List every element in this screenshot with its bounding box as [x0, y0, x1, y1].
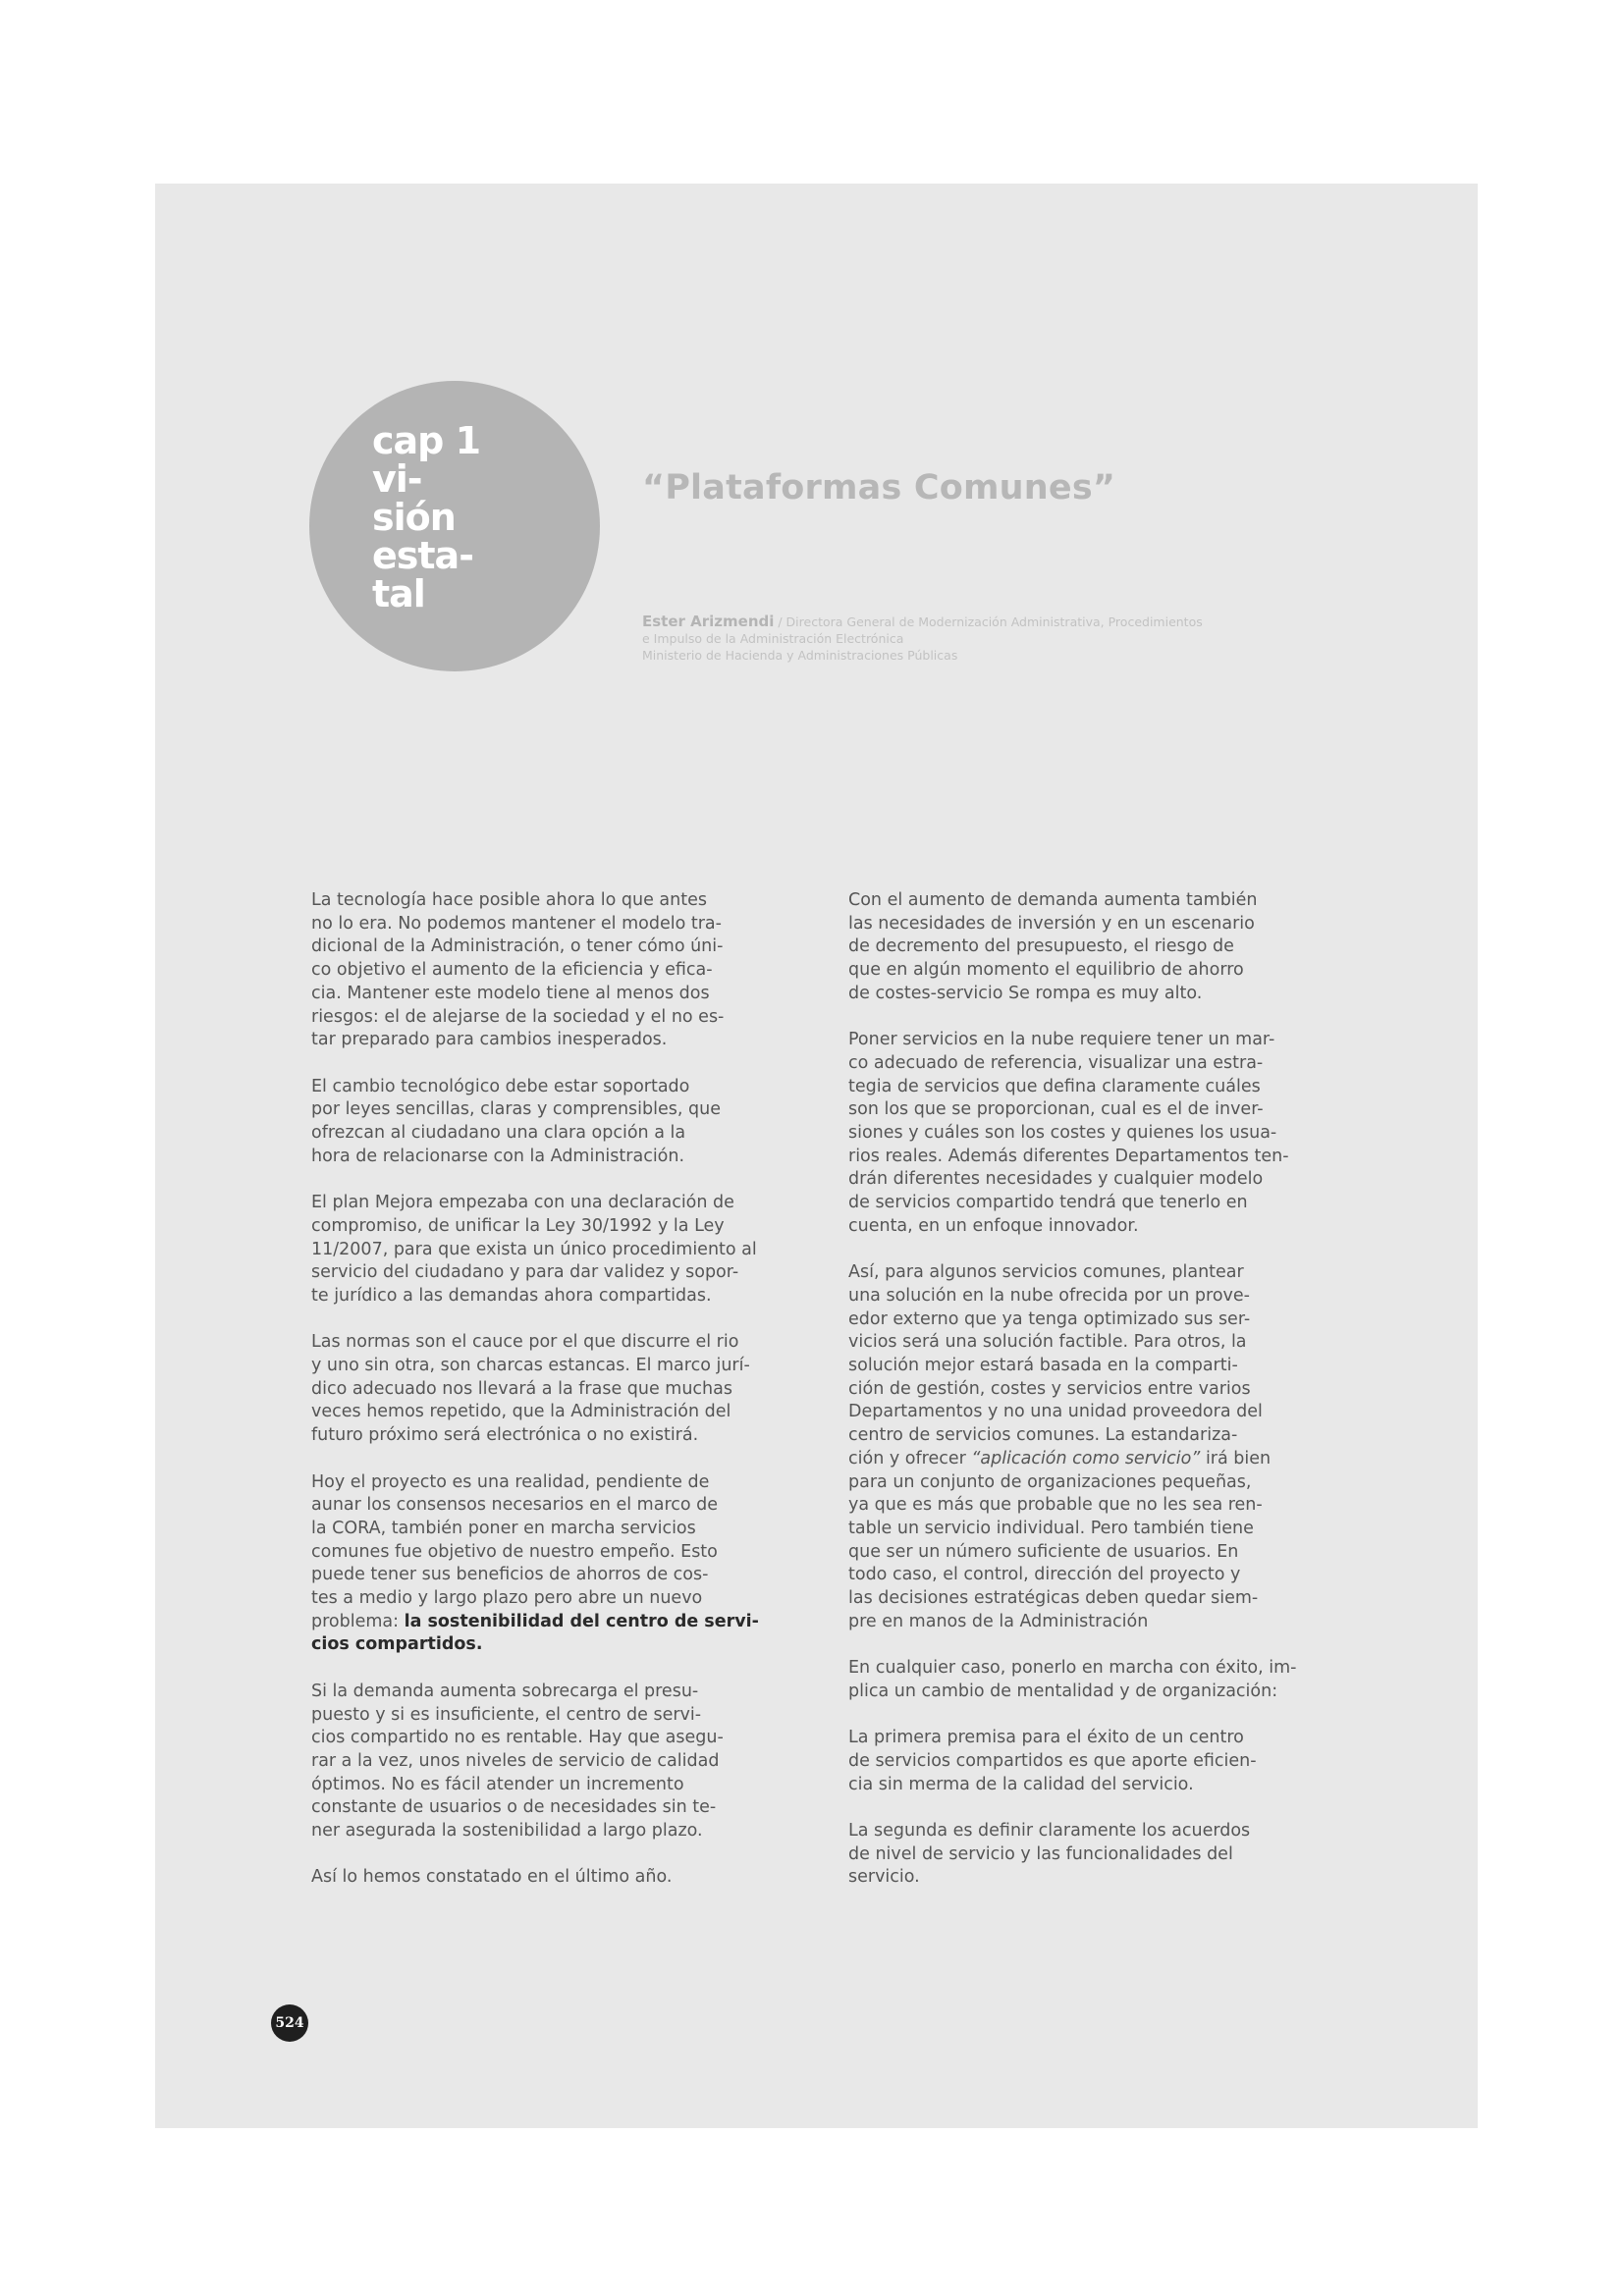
paragraph [311, 1471, 792, 1658]
paragraph: La primera premisa para el éxito de un centro de servicios compartidos es que aporte eficien- cia sin merma de la calidad del servicio. [848, 1728, 1257, 1794]
right-column [848, 889, 1329, 1913]
paragraph-text: Así, para algunos servicios comunes, plantear una solución en la nube ofrecida por un prove- edor externo que ya tenga optimizado sus ser- vicios será una solución factible. Para otros, la solución mejor estará basada en la comparti- ción de gestión, costes y servicios entre varios Departamentos y no una unidad proveedora del centro de servicios comunes. La estandariza- ción y ofrecer [848, 1262, 1263, 1468]
paragraph: Si la demanda aumenta sobrecarga el presu- puesto y si es insuficiente, el centro de servi- cios compartido no es rentable. Hay que asegu- rar a la vez, unos niveles de servicio de calidad óptimos. No es fácil atender un incremento constante de usuarios o de necesidades sin te- ner asegurada la sostenibilidad a largo plazo. [311, 1681, 724, 1842]
author-role: / Directora General de Modernización Administrativa, Procedimientos [774, 614, 1203, 629]
emphasis-text: la sostenibilidad del centro de servi- cios compartidos. [311, 1611, 759, 1655]
article-title: “Plataformas Comunes” [642, 468, 1116, 507]
chapter-label-line: vi- [372, 457, 422, 501]
page-sheet [155, 184, 1478, 2128]
chapter-label-line: sión [372, 496, 456, 539]
paragraph: Poner servicios en la nube requiere tener un mar- co adecuado de referencia, visualizar una estra- tegia de servicios que defina claramente cuáles son los que se proporcionan, cual es el de inver- siones y cuáles son los costes y quienes los usua- rios reales. Además diferentes Departamentos ten- drán diferentes necesidades y cualquier modelo de servicios compartido tendrá que tenerlo en cuenta, en un enfoque innovador. [848, 1030, 1289, 1236]
paragraph: En cualquier caso, ponerlo en marcha con éxito, im- plica un cambio de mentalidad y de organización: [848, 1658, 1297, 1701]
paragraph [848, 1261, 1329, 1633]
paragraph: La segunda es definir claramente los acuerdos de nivel de servicio y las funcionalidades del servicio. [848, 1821, 1251, 1888]
chapter-label-line: tal [372, 572, 425, 615]
paragraph: Así lo hemos constatado en el último año. [311, 1867, 673, 1888]
paragraph: Con el aumento de demanda aumenta también las necesidades de inversión y en un escenario de decremento del presupuesto, el riesgo de que en algún momento el equilibrio de ahorro de costes-servicio Se rompa es muy alto. [848, 890, 1258, 1003]
left-column [311, 889, 792, 1913]
page-number-badge: 524 [271, 2004, 308, 2042]
byline [642, 614, 1329, 664]
paragraph: Las normas son el cauce por el que discurre el rio y uno sin otra, son charcas estancas. El marco jurí- dico adecuado nos llevará a la frase que muchas veces hemos repetido, que la Administración del futuro próximo será electrónica o no existirá. [311, 1332, 750, 1446]
chapter-badge [309, 381, 600, 671]
paragraph: La tecnología hace posible ahora lo que antes no lo era. No podemos mantener el modelo tra- dicional de la Administración, o tener cómo úni- co objetivo el aumento de la eficiencia y efica- cia. Mantener este modelo tiene al menos dos riesgos: el de alejarse de la sociedad y el no es- tar preparado para cambios inesperados. [311, 890, 725, 1050]
chapter-label-line: esta- [372, 534, 473, 577]
author-name: Ester Arizmendi [642, 613, 775, 630]
chapter-label [372, 419, 481, 615]
author-role: e Impulso de la Administración Electrónica [642, 631, 904, 646]
paragraph-text: irá bien para un conjunto de organizaciones pequeñas, ya que es más que probable que no les sea ren- table un servicio individual. Pero también tiene que ser un número suficiente de usuarios. En todo caso, el control, dirección del proyecto y las decisiones estratégicas deben quedar siem- pre en manos de la Administración [848, 1448, 1272, 1631]
paragraph: El cambio tecnológico debe estar soportado por leyes sencillas, claras y comprensibles, que ofrezcan al ciudadano una clara opción a la hora de relacionarse con la Administración. [311, 1076, 721, 1166]
paragraph-text: Hoy el proyecto es una realidad, pendiente de aunar los consensos necesarios en el marco de la CORA, también poner en marcha servicios comunes fue objetivo de nuestro empeño. Esto puede tener sus beneficios de ahorros de cos- tes a medio y largo plazo pero abre un nuevo problema: [311, 1471, 719, 1631]
chapter-label-line: cap 1 [372, 419, 481, 462]
italic-text: “aplicación como servicio” [971, 1448, 1201, 1468]
paragraph: El plan Mejora empezaba con una declaración de compromiso, de unificar la Ley 30/1992 y la Ley 11/2007, para que exista un único procedimiento al servicio del ciudadano y para dar validez y sopor- te jurídico a las demandas ahora compartidas. [311, 1193, 757, 1306]
author-ministry: Ministerio de Hacienda y Administraciones Públicas [642, 648, 958, 663]
